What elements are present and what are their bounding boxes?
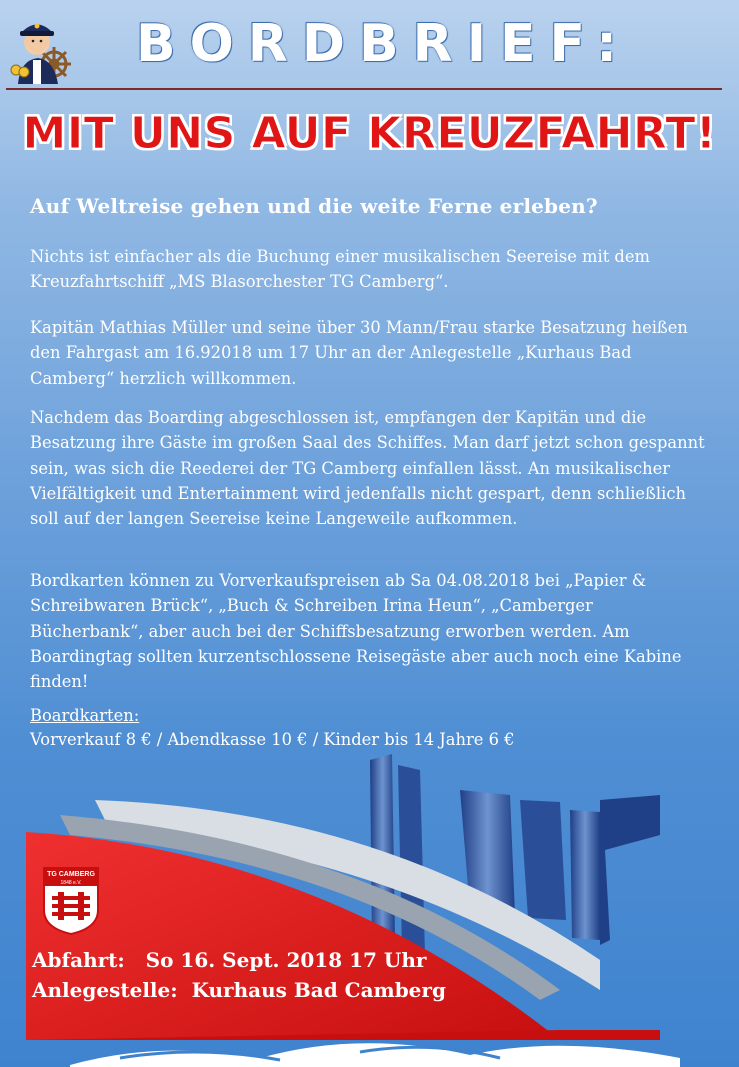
logo-year: 1848 e.V. xyxy=(60,880,82,886)
paragraph-tickets: Bordkarten können zu Vorverkaufspreisen ab Sa 04.08.2018 bei „Papier & Schreibwaren Brück“, „Buch & Schreiben Irina Heun“, „Camberger Bücherbank“, aber auch bei der Schiffsbesatzung erworben werden. Am Boardingtag sollten kurzentschlossene Reisegäste aber auch noch eine Kabine finden! xyxy=(30,571,682,692)
ship-illustration xyxy=(0,740,739,1067)
page-title: BORDBRIEF: xyxy=(135,14,632,74)
title-divider xyxy=(6,88,722,90)
prices-line: Vorverkauf 8 € / Abendkasse 10 € / Kinder bis 14 Jahre 6 € xyxy=(30,730,515,749)
paragraph-intro: Nichts ist einfacher als die Buchung einer musikalischen Seereise mit dem Kreuzfahrtschiff „MS Blasorchester TG Camberg“. xyxy=(30,247,650,292)
departure-info xyxy=(32,945,446,1005)
departure-date: So 16. Sept. 2018 17 Uhr xyxy=(145,948,427,972)
paragraph-boarding: Nachdem das Boarding abgeschlossen ist, empfangen der Kapitän und die Besatzung ihre Gäste im großen Saal des Schiffes. Man darf jetzt schon gespannt sein, was sich die Reederei der TG Camberg einfallen lässt. An musikalischer Vielfältigkeit und Entertainment wird jedenfalls nicht gespart, denn schließlich soll auf der langen Seereise keine Langeweile aufkommen. xyxy=(30,408,705,529)
logo-name: TG CAMBERG xyxy=(47,871,95,878)
club-logo xyxy=(38,866,104,936)
departure-label: Abfahrt: xyxy=(32,948,125,972)
pier-label: Anlegestelle: xyxy=(32,978,178,1002)
lead-question: Auf Weltreise gehen und die weite Ferne erleben? xyxy=(30,194,598,218)
pier-name: Kurhaus Bad Camberg xyxy=(191,978,446,1002)
paragraph-captain: Kapitän Mathias Müller und seine über 30 Mann/Frau starke Besatzung heißen den Fahrgast am 16.92018 um 17 Uhr an der Anlegestelle „Kurhaus Bad Camberg“ herzlich willkommen. xyxy=(30,318,688,388)
prices-heading: Boardkarten: xyxy=(30,706,140,725)
headline: MIT UNS AUF KREUZFAHRT! xyxy=(22,108,717,159)
